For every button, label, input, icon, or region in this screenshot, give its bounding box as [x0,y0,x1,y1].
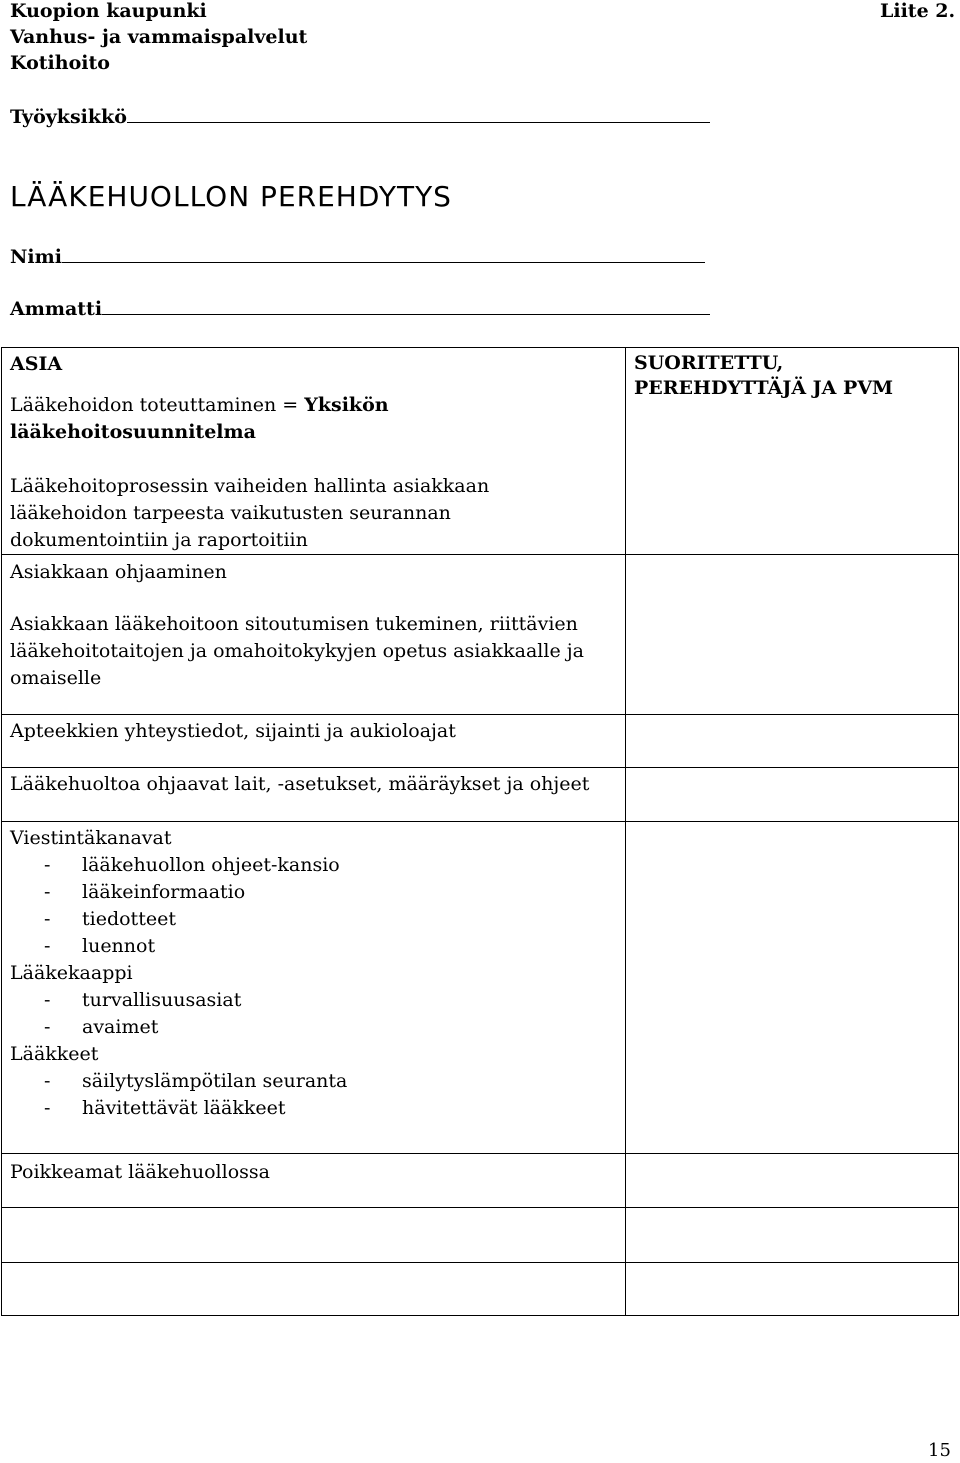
list-item: - turvallisuusasiat [44,989,242,1011]
blank-topic-cell[interactable] [2,1208,626,1263]
profession-field-line[interactable] [102,314,710,315]
group-heading: Lääkekaappi [10,962,133,984]
group-heading: Lääkkeet [10,1043,99,1065]
topic-column-header: ASIA [10,353,63,375]
done-cell[interactable] [626,1263,959,1316]
done-cell[interactable] [626,555,959,715]
table-row: Poikkeamat lääkehuollossa [10,1161,270,1183]
document-title: LÄÄKEHUOLLON PEREHDYTYS [10,180,452,213]
topic-header-cell [2,348,626,555]
list-item: - tiedotteet [44,908,176,930]
done-cell[interactable] [626,1154,959,1208]
unit-field-label: Työyksikkö [10,106,127,128]
page-number: 15 [928,1440,951,1461]
list-item: - luennot [44,935,156,957]
topic-cell [2,1154,626,1208]
name-field [10,246,705,268]
name-field-line[interactable] [62,262,705,263]
topic-cell [2,768,626,822]
organization-name: Kuopion kaupunki [10,0,207,22]
topic-cell [2,715,626,768]
intro-row-plan: Yksikön lääkehoitosuunnitelma [10,394,389,443]
intro-row-prefix: Lääkehoidon toteuttaminen = [10,394,299,416]
table-row: Asiakkaan lääkehoitoon sitoutumisen tukeminen, riittävien lääkehoitotaitojen ja omahoitokykyjen opetus asiakkaalle ja omaiselle [10,613,584,689]
done-cell[interactable] [626,768,959,822]
table-row: Lääkehoitoprosessin vaiheiden hallinta asiakkaan lääkehoidon tarpeesta vaikutusten seurannan dokumentointiin ja raportoitiin [10,475,490,551]
done-cell[interactable] [626,1208,959,1263]
unit-field-line[interactable] [127,122,710,123]
list-item: - lääkeinformaatio [44,881,246,903]
blank-topic-cell[interactable] [2,1263,626,1316]
list-item: - lääkehuollon ohjeet-kansio [44,854,340,876]
unit-field [10,106,710,128]
group-heading: Viestintäkanavat [10,827,172,849]
profession-field-label: Ammatti [10,298,103,320]
department-name: Vanhus- ja vammaispalvelut [10,26,308,48]
list-item: - säilytyslämpötilan seuranta [44,1070,348,1092]
orientation-table [1,347,959,1316]
name-field-label: Nimi [10,246,62,268]
done-column-header: SUORITETTU, PEREHDYTTÄJÄ JA PVM [634,352,894,399]
topic-cell-group [2,822,626,1154]
done-cell[interactable] [626,715,959,768]
done-header-cell[interactable] [626,348,959,555]
appendix-label: Liite 2. [880,0,956,22]
done-cell[interactable] [626,822,959,1154]
topic-cell [2,555,626,715]
table-row: Apteekkien yhteystiedot, sijainti ja aukioloajat [10,720,456,742]
profession-field [10,298,710,320]
table-row: Asiakkaan ohjaaminen [10,561,227,583]
list-item: - hävitettävät lääkkeet [44,1097,286,1119]
unit-name: Kotihoito [10,52,110,74]
list-item: - avaimet [44,1016,159,1038]
table-row: Lääkehuoltoa ohjaavat lait, -asetukset, määräykset ja ohjeet [10,773,590,795]
intro-row [10,392,617,446]
